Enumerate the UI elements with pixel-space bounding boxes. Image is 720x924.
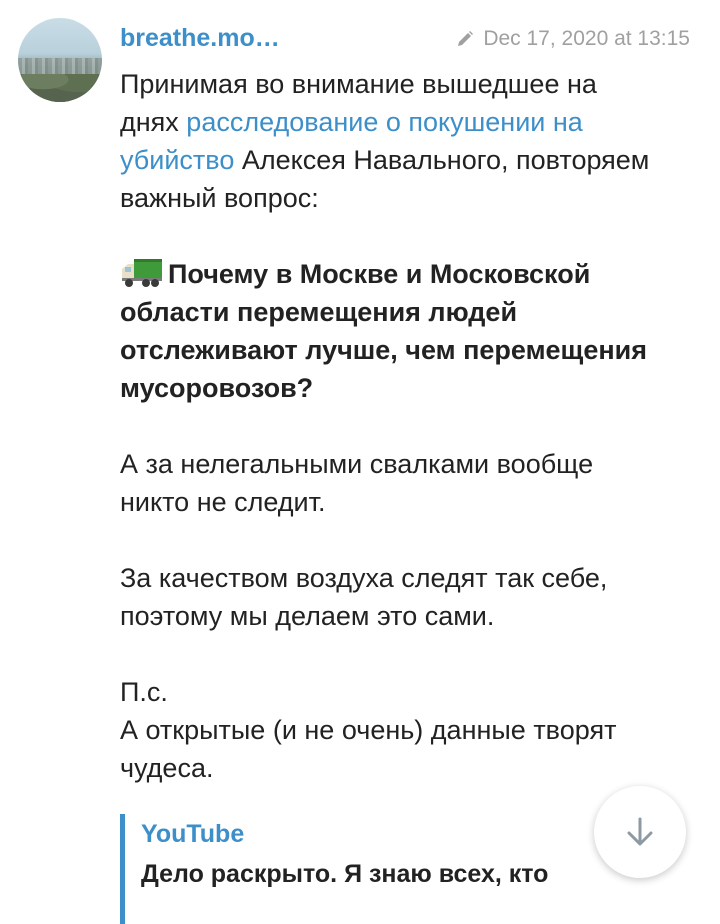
channel-avatar[interactable]: [18, 18, 102, 102]
message-body: [120, 65, 660, 787]
scroll-down-button[interactable]: [594, 786, 686, 878]
intro-text: Принимая во внимание вышедшее на днях: [120, 69, 597, 137]
question-text: Почему в Москве и Московской области перемещения людей отслеживают лучше, чем перемещения мусоровозов?: [120, 259, 648, 403]
message-ps-label: П.с.: [120, 677, 168, 707]
message-paragraph-air: За качеством воздуха следят так себе, поэтому мы делаем это сами.: [120, 563, 608, 631]
preview-fade: [125, 910, 621, 924]
message-paragraph-intro: [120, 65, 660, 217]
post-header: [120, 24, 690, 60]
message-paragraph-dumps: А за нелегальными свалками вообще никто не следит.: [120, 449, 594, 517]
truck-icon: [120, 257, 164, 289]
message-ps-text: А открытые (и не очень) данные творят чудеса.: [120, 715, 617, 783]
avatar-trees: [18, 74, 102, 102]
channel-name[interactable]: breathe.mo…: [120, 24, 280, 52]
investigation-link[interactable]: расследование о покушении на убийство: [120, 107, 583, 175]
preview-title: Дело раскрыто. Я знаю всех, кто: [141, 860, 549, 888]
preview-site-name: YouTube: [141, 820, 245, 848]
arrow-down-icon: [622, 814, 658, 850]
post-date: Dec 17, 2020 at 13:15: [483, 27, 690, 50]
message-question: [120, 255, 660, 407]
pencil-icon: [455, 29, 475, 49]
post-meta: [455, 27, 690, 51]
link-preview[interactable]: [120, 814, 621, 924]
intro-text-end: Алексея Навального, повторяем важный вопрос:: [120, 145, 650, 213]
